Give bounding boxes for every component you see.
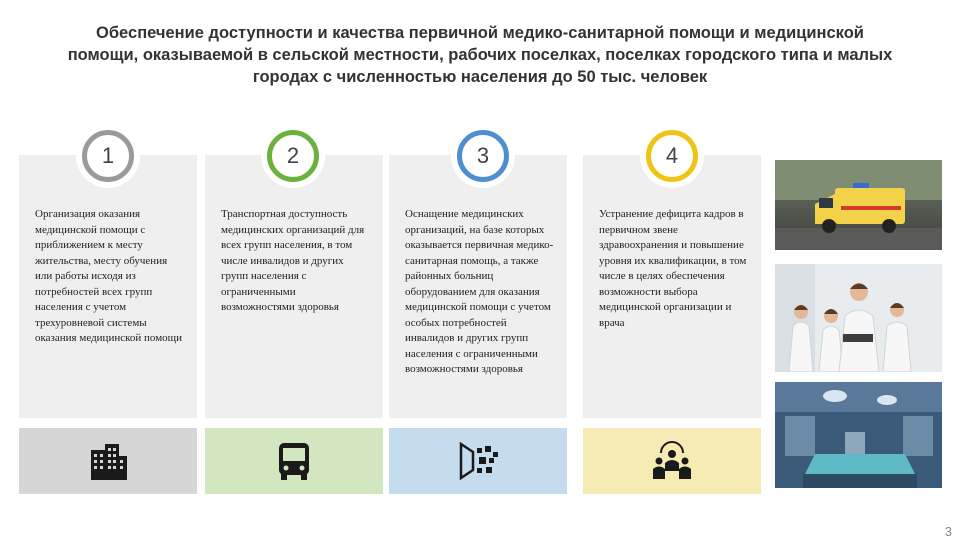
- step-1-number: 1: [101, 143, 115, 168]
- card-3-icon-panel: [389, 428, 567, 494]
- card-1-text: Организация оказания медицинской помощи с приближением к месту жительства, месту обучения или работы исходя из потребностей всех групп населения с учетом трехуровневой системы оказания медицинской помощи: [35, 208, 183, 344]
- card-4-icon-panel: [583, 428, 761, 494]
- step-2-number: 2: [286, 143, 300, 168]
- ambulance-photo: [775, 160, 942, 250]
- title-line-1: Обеспечение доступности и качества первичной медико-санитарной помощи и медицинской: [96, 24, 864, 42]
- network-icon: [457, 442, 499, 480]
- doctors-photo: [775, 264, 942, 372]
- card-2-text: Транспортная доступность медицинских организаций для всех групп населения, в том числе инвалидов и других групп населения с ограниченными возможностями здоровья: [221, 208, 365, 313]
- card-1-icon-panel: [19, 428, 197, 494]
- card-2-icon-panel: [205, 428, 383, 494]
- operating-room-photo: [775, 382, 942, 488]
- page-number: 3: [944, 524, 952, 539]
- step-4-number: 4: [665, 143, 679, 168]
- card-1: [19, 155, 197, 418]
- title-line-3: городах с численностью населения до 50 тыс. человек: [252, 68, 708, 86]
- people-group-icon: [651, 441, 693, 481]
- step-3-circle: [457, 130, 509, 182]
- card-4-text: Устранение дефицита кадров в первичном звене здравоохранения и повышение уровня их квалификации, в том числе в целях обеспечения возможности выбора медицинской организации и врача: [599, 208, 747, 329]
- card-4: [583, 155, 761, 418]
- step-3-number: 3: [476, 143, 490, 168]
- card-3: [389, 155, 567, 418]
- buildings-icon: [87, 442, 129, 480]
- card-3-text: Оснащение медицинских организаций, на базе которых оказывается первичная медико-санитарная помощь, а также районных больниц оборудованием для оказания медицинской помощи с учетом особых потребностей инвалидов и других групп населения с ограниченными возможностями здоровья: [405, 208, 554, 375]
- bus-icon: [276, 441, 312, 481]
- page-title: [20, 22, 940, 88]
- step-2-circle: [267, 130, 319, 182]
- step-1-circle: [82, 130, 134, 182]
- title-line-2: помощи, оказываемой в сельской местности, рабочих поселках, поселках городского типа и малых: [67, 46, 893, 64]
- card-2: [205, 155, 383, 418]
- step-4-circle: [646, 130, 698, 182]
